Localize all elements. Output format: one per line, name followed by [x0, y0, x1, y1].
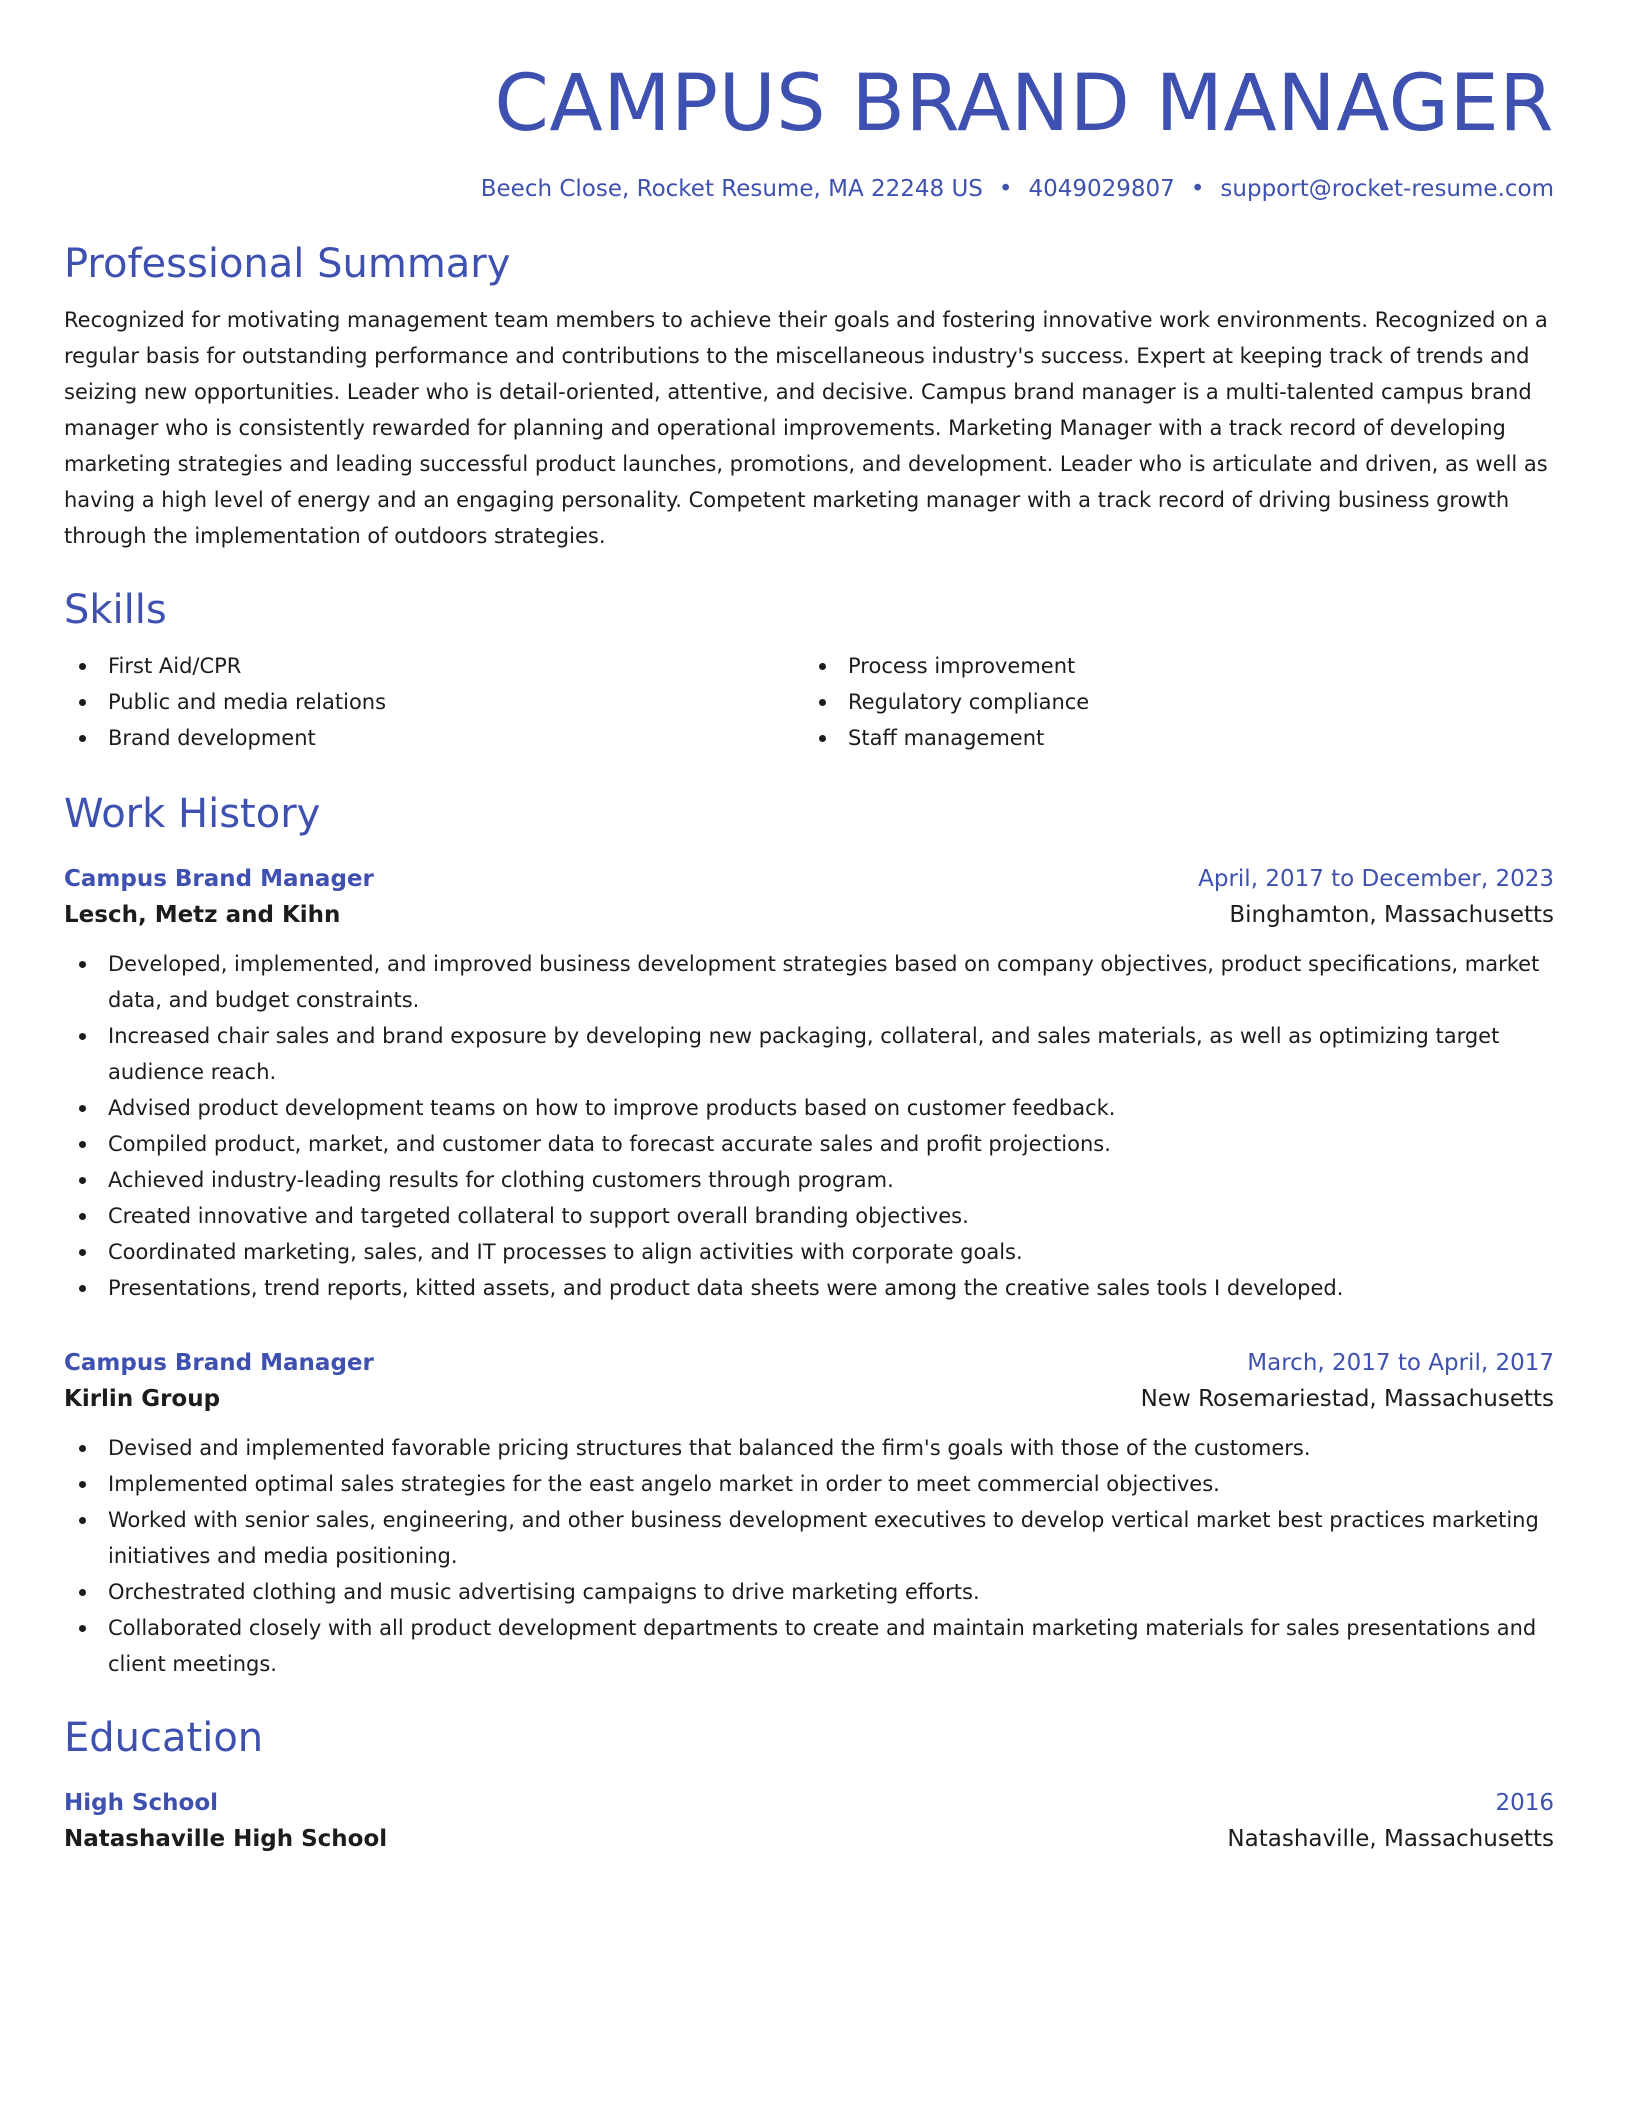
skill-item: Public and media relations [64, 684, 804, 720]
job-bullet: Implemented optimal sales strategies for the east angelo market in order to meet commercial objectives. [64, 1466, 1554, 1502]
work-history-heading: Work History [64, 791, 321, 837]
education-entry [64, 1786, 1554, 1858]
job-bullet: Devised and implemented favorable pricing structures that balanced the firm's goals with those of the customers. [64, 1430, 1554, 1466]
job-title: Campus Brand Manager [64, 1350, 374, 1376]
skills-column-left [64, 648, 804, 756]
skill-item: Regulatory compliance [804, 684, 1544, 720]
job-bullet: Increased chair sales and brand exposure by developing new packaging, collateral, and sales materials, as well as optimizing target audience reach. [64, 1018, 1554, 1090]
skills-heading: Skills [64, 587, 167, 633]
job-dates: April, 2017 to December, 2023 [1198, 866, 1554, 892]
job-location: New Rosemariestad, Massachusetts [1140, 1386, 1554, 1412]
job-bullet: Collaborated closely with all product development departments to create and maintain marketing materials for sales presentations and client meetings. [64, 1610, 1554, 1682]
skills-section [64, 584, 1554, 756]
work-history-section [64, 788, 1554, 1682]
contact-separator: • [998, 176, 1013, 202]
skill-item: Process improvement [804, 648, 1544, 684]
job-bullet: Developed, implemented, and improved business development strategies based on company objectives, product specifications, market data, and budget constraints. [64, 946, 1554, 1018]
job-employer: Lesch, Metz and Kihn [64, 902, 341, 928]
job-bullet: Coordinated marketing, sales, and IT processes to align activities with corporate goals. [64, 1234, 1554, 1270]
resume-header [64, 56, 1554, 204]
job-bullets [64, 1430, 1554, 1682]
job-employer-row [64, 1380, 1554, 1418]
skill-item: Staff management [804, 720, 1544, 756]
job-bullet: Worked with senior sales, engineering, and other business development executives to develop vertical market best practices marketing initiatives and media positioning. [64, 1502, 1554, 1574]
contact-line [64, 174, 1554, 204]
education-heading: Education [64, 1715, 264, 1761]
education-school: Natashaville High School [64, 1826, 388, 1852]
job-bullet: Presentations, trend reports, kitted assets, and product data sheets were among the creative sales tools I developed. [64, 1270, 1554, 1306]
job-header-row [64, 1346, 1554, 1380]
job-employer: Kirlin Group [64, 1386, 221, 1412]
job-bullet: Created innovative and targeted collateral to support overall branding objectives. [64, 1198, 1554, 1234]
education-year: 2016 [1495, 1790, 1554, 1816]
skill-item: Brand development [64, 720, 804, 756]
job-dates: March, 2017 to April, 2017 [1247, 1350, 1554, 1376]
contact-address: Beech Close, Rocket Resume, MA 22248 US [480, 176, 983, 202]
job-bullet: Achieved industry-leading results for clothing customers through program. [64, 1162, 1554, 1198]
summary-section [64, 238, 1554, 554]
skills-grid [64, 648, 1554, 756]
job-title: Campus Brand Manager [64, 866, 374, 892]
job-bullet: Compiled product, market, and customer data to forecast accurate sales and profit projections. [64, 1126, 1554, 1162]
contact-email: support@rocket-resume.com [1220, 176, 1554, 202]
education-section [64, 1712, 1554, 1858]
job-employer-row [64, 896, 1554, 934]
job-bullets [64, 946, 1554, 1306]
job-entry [64, 1346, 1554, 1682]
job-bullet: Orchestrated clothing and music advertising campaigns to drive marketing efforts. [64, 1574, 1554, 1610]
contact-separator: • [1190, 176, 1205, 202]
contact-phone: 4049029807 [1028, 176, 1175, 202]
skills-column-right [804, 648, 1544, 756]
education-degree: High School [64, 1790, 219, 1816]
education-location: Natashaville, Massachusetts [1227, 1826, 1554, 1852]
job-bullet: Advised product development teams on how to improve products based on customer feedback. [64, 1090, 1554, 1126]
education-header-row [64, 1786, 1554, 1820]
job-location: Binghamton, Massachusetts [1229, 902, 1554, 928]
summary-paragraph: Recognized for motivating management team members to achieve their goals and fostering innovative work environments. Recognized on a regular basis for outstanding performance and contributions to the miscellaneous industry's success. Expert at keeping track of trends and seizing new opportunities. Leader who is detail-oriented, attentive, and decisive. Campus brand manager is a multi-talented campus brand manager who is consistently rewarded for planning and operational improvements. Marketing Manager with a track record of developing marketing strategies and leading successful product launches, promotions, and development. Leader who is articulate and driven, as well as having a high level of energy and an engaging personality. Competent marketing manager with a track record of driving business growth through the implementation of outdoors strategies. [64, 308, 1548, 548]
job-entry [64, 862, 1554, 1306]
candidate-name: CAMPUS BRAND MANAGER [494, 59, 1554, 149]
job-header-row [64, 862, 1554, 896]
education-school-row [64, 1820, 1554, 1858]
skill-item: First Aid/CPR [64, 648, 804, 684]
summary-heading: Professional Summary [64, 241, 511, 287]
